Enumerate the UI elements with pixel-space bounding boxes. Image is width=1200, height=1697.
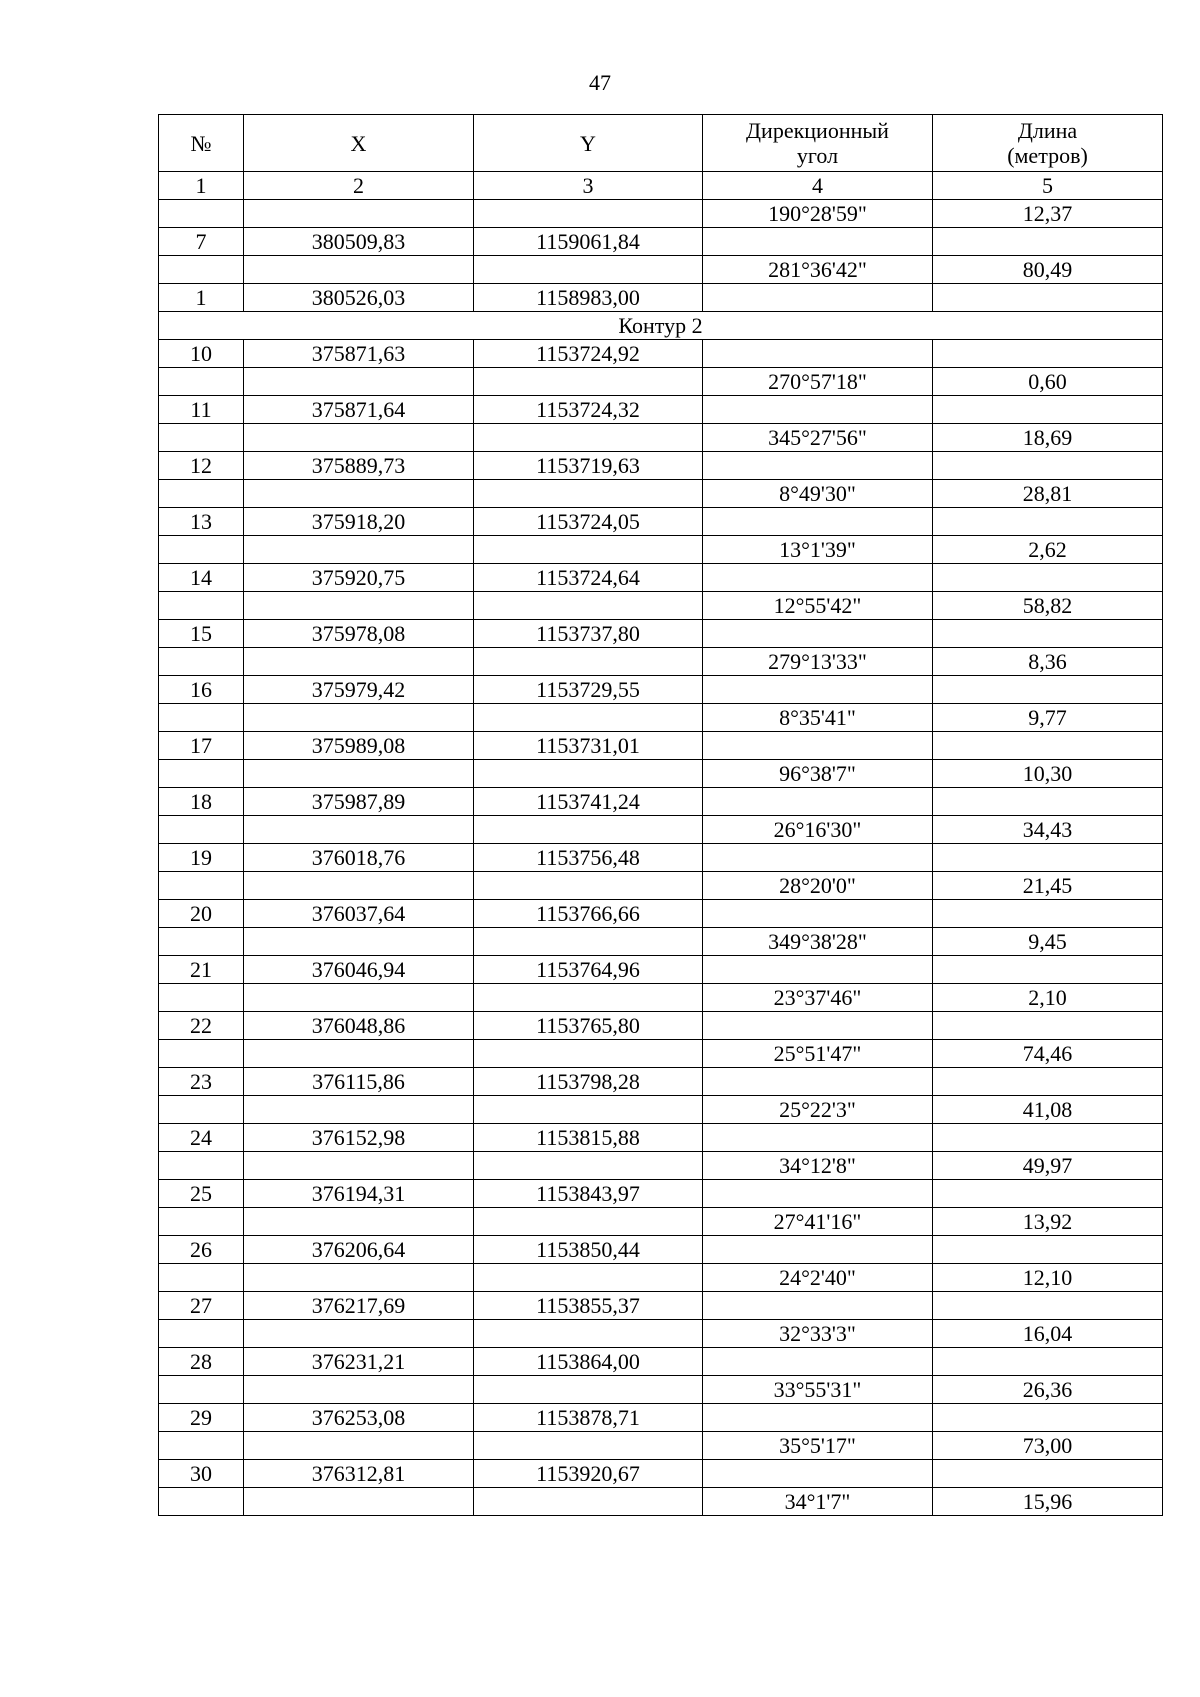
segment-row: [159, 480, 1163, 508]
point-number: 7: [159, 228, 244, 256]
empty-cell: [159, 424, 244, 452]
empty-cell: [933, 1460, 1163, 1488]
coord-y: 1153850,44: [474, 1236, 703, 1264]
coord-y: 1153765,80: [474, 1012, 703, 1040]
empty-cell: [703, 1068, 933, 1096]
direction-angle: 279°13'33": [703, 648, 933, 676]
coord-y: 1153766,66: [474, 900, 703, 928]
empty-cell: [159, 1096, 244, 1124]
coord-y: 1153729,55: [474, 676, 703, 704]
segment-length: 34,43: [933, 816, 1163, 844]
empty-cell: [703, 1292, 933, 1320]
point-row: [159, 1404, 1163, 1432]
empty-cell: [244, 1376, 474, 1404]
empty-cell: [703, 1348, 933, 1376]
empty-cell: [159, 592, 244, 620]
empty-cell: [244, 704, 474, 732]
empty-cell: [933, 396, 1163, 424]
empty-cell: [703, 284, 933, 312]
empty-cell: [703, 732, 933, 760]
point-number: 16: [159, 676, 244, 704]
point-number: 21: [159, 956, 244, 984]
point-number: 15: [159, 620, 244, 648]
coord-x: 376194,31: [244, 1180, 474, 1208]
direction-angle: 28°20'0": [703, 872, 933, 900]
point-number: 28: [159, 1348, 244, 1376]
coord-x: 375989,08: [244, 732, 474, 760]
empty-cell: [474, 200, 703, 228]
empty-cell: [474, 256, 703, 284]
segment-row: [159, 592, 1163, 620]
empty-cell: [474, 536, 703, 564]
coord-x: 376231,21: [244, 1348, 474, 1376]
segment-row: [159, 256, 1163, 284]
empty-cell: [244, 1152, 474, 1180]
empty-cell: [244, 984, 474, 1012]
empty-cell: [474, 1376, 703, 1404]
coordinates-table: [158, 114, 1163, 1516]
empty-cell: [933, 1068, 1163, 1096]
direction-angle: 24°2'40": [703, 1264, 933, 1292]
column-number: 4: [703, 172, 933, 200]
empty-cell: [933, 1292, 1163, 1320]
coord-y: 1153798,28: [474, 1068, 703, 1096]
empty-cell: [244, 648, 474, 676]
point-row: [159, 900, 1163, 928]
header-direction-angle-line2: угол: [796, 143, 839, 168]
empty-cell: [933, 1124, 1163, 1152]
header-x: X: [244, 115, 474, 172]
point-number: 19: [159, 844, 244, 872]
empty-cell: [933, 564, 1163, 592]
empty-cell: [244, 1488, 474, 1516]
coord-y: 1158983,00: [474, 284, 703, 312]
direction-angle: 23°37'46": [703, 984, 933, 1012]
segment-length: 49,97: [933, 1152, 1163, 1180]
direction-angle: 25°51'47": [703, 1040, 933, 1068]
empty-cell: [933, 676, 1163, 704]
direction-angle: 32°33'3": [703, 1320, 933, 1348]
point-row: [159, 1068, 1163, 1096]
header-y: Y: [474, 115, 703, 172]
empty-cell: [703, 676, 933, 704]
empty-cell: [159, 928, 244, 956]
empty-cell: [474, 592, 703, 620]
coord-x: 380509,83: [244, 228, 474, 256]
point-number: 26: [159, 1236, 244, 1264]
point-number: 12: [159, 452, 244, 480]
coord-y: 1153724,32: [474, 396, 703, 424]
segment-length: 80,49: [933, 256, 1163, 284]
segment-row: [159, 816, 1163, 844]
coord-x: 375920,75: [244, 564, 474, 592]
empty-cell: [703, 564, 933, 592]
column-numbers-row: [159, 172, 1163, 200]
point-row: [159, 1292, 1163, 1320]
empty-cell: [244, 200, 474, 228]
empty-cell: [244, 256, 474, 284]
segment-row: [159, 1208, 1163, 1236]
segment-length: 2,10: [933, 984, 1163, 1012]
segment-length: 18,69: [933, 424, 1163, 452]
point-number: 24: [159, 1124, 244, 1152]
point-number: 1: [159, 284, 244, 312]
empty-cell: [159, 872, 244, 900]
header-length-line2: (метров): [1007, 143, 1088, 168]
empty-cell: [474, 872, 703, 900]
empty-cell: [244, 1208, 474, 1236]
header-direction-angle: [703, 115, 933, 172]
empty-cell: [244, 928, 474, 956]
segment-row: [159, 984, 1163, 1012]
direction-angle: 96°38'7": [703, 760, 933, 788]
coord-x: 375889,73: [244, 452, 474, 480]
segment-length: 12,10: [933, 1264, 1163, 1292]
segment-length: 21,45: [933, 872, 1163, 900]
empty-cell: [703, 340, 933, 368]
direction-angle: 25°22'3": [703, 1096, 933, 1124]
point-row: [159, 396, 1163, 424]
empty-cell: [159, 984, 244, 1012]
coord-x: 376206,64: [244, 1236, 474, 1264]
direction-angle: 190°28'59": [703, 200, 933, 228]
segment-length: 9,77: [933, 704, 1163, 732]
empty-cell: [159, 1432, 244, 1460]
header-direction-angle-line1: Дирекционный: [746, 118, 889, 143]
direction-angle: 345°27'56": [703, 424, 933, 452]
empty-cell: [703, 396, 933, 424]
column-number: 3: [474, 172, 703, 200]
segment-row: [159, 1320, 1163, 1348]
point-number: 27: [159, 1292, 244, 1320]
empty-cell: [703, 228, 933, 256]
section-row: [159, 312, 1163, 340]
segment-row: [159, 200, 1163, 228]
coord-x: 380526,03: [244, 284, 474, 312]
segment-row: [159, 704, 1163, 732]
segment-length: 58,82: [933, 592, 1163, 620]
coord-y: 1153920,67: [474, 1460, 703, 1488]
coord-y: 1153764,96: [474, 956, 703, 984]
empty-cell: [244, 536, 474, 564]
empty-cell: [933, 788, 1163, 816]
segment-length: 2,62: [933, 536, 1163, 564]
empty-cell: [244, 1096, 474, 1124]
column-number: 1: [159, 172, 244, 200]
empty-cell: [703, 844, 933, 872]
empty-cell: [474, 704, 703, 732]
empty-cell: [159, 816, 244, 844]
coord-x: 375987,89: [244, 788, 474, 816]
segment-length: 8,36: [933, 648, 1163, 676]
header-length: [933, 115, 1163, 172]
point-row: [159, 1236, 1163, 1264]
coord-y: 1153741,24: [474, 788, 703, 816]
direction-angle: 8°49'30": [703, 480, 933, 508]
empty-cell: [159, 200, 244, 228]
empty-cell: [159, 1376, 244, 1404]
point-row: [159, 732, 1163, 760]
segment-length: 28,81: [933, 480, 1163, 508]
header-number: №: [159, 115, 244, 172]
empty-cell: [474, 1264, 703, 1292]
coord-y: 1153731,01: [474, 732, 703, 760]
empty-cell: [703, 1404, 933, 1432]
coord-y: 1153855,37: [474, 1292, 703, 1320]
empty-cell: [159, 1208, 244, 1236]
segment-row: [159, 1376, 1163, 1404]
empty-cell: [474, 1208, 703, 1236]
segment-row: [159, 368, 1163, 396]
segment-length: 13,92: [933, 1208, 1163, 1236]
point-row: [159, 228, 1163, 256]
point-row: [159, 1124, 1163, 1152]
direction-angle: 27°41'16": [703, 1208, 933, 1236]
point-row: [159, 620, 1163, 648]
empty-cell: [159, 1488, 244, 1516]
empty-cell: [159, 256, 244, 284]
header-length-line1: Длина: [1017, 118, 1078, 143]
point-row: [159, 1012, 1163, 1040]
direction-angle: 270°57'18": [703, 368, 933, 396]
empty-cell: [159, 648, 244, 676]
point-number: 17: [159, 732, 244, 760]
empty-cell: [159, 1152, 244, 1180]
empty-cell: [703, 1124, 933, 1152]
empty-cell: [159, 1040, 244, 1068]
segment-row: [159, 928, 1163, 956]
empty-cell: [474, 816, 703, 844]
empty-cell: [933, 228, 1163, 256]
coord-x: 376115,86: [244, 1068, 474, 1096]
coord-x: 376312,81: [244, 1460, 474, 1488]
point-number: 11: [159, 396, 244, 424]
segment-row: [159, 1040, 1163, 1068]
empty-cell: [703, 1012, 933, 1040]
direction-angle: 349°38'28": [703, 928, 933, 956]
empty-cell: [244, 1264, 474, 1292]
point-number: 10: [159, 340, 244, 368]
empty-cell: [474, 760, 703, 788]
segment-length: 41,08: [933, 1096, 1163, 1124]
segment-length: 26,36: [933, 1376, 1163, 1404]
empty-cell: [933, 340, 1163, 368]
point-number: 25: [159, 1180, 244, 1208]
point-row: [159, 1348, 1163, 1376]
point-number: 18: [159, 788, 244, 816]
segment-row: [159, 424, 1163, 452]
empty-cell: [933, 956, 1163, 984]
direction-angle: 34°12'8": [703, 1152, 933, 1180]
coord-x: 375978,08: [244, 620, 474, 648]
empty-cell: [933, 452, 1163, 480]
coord-y: 1153815,88: [474, 1124, 703, 1152]
coord-x: 376037,64: [244, 900, 474, 928]
coord-y: 1153724,92: [474, 340, 703, 368]
empty-cell: [703, 620, 933, 648]
empty-cell: [703, 956, 933, 984]
empty-cell: [244, 1320, 474, 1348]
empty-cell: [933, 284, 1163, 312]
direction-angle: 8°35'41": [703, 704, 933, 732]
point-row: [159, 844, 1163, 872]
coord-y: 1159061,84: [474, 228, 703, 256]
empty-cell: [159, 1264, 244, 1292]
coord-y: 1153719,63: [474, 452, 703, 480]
point-number: 29: [159, 1404, 244, 1432]
segment-row: [159, 1096, 1163, 1124]
empty-cell: [703, 900, 933, 928]
empty-cell: [474, 1488, 703, 1516]
segment-row: [159, 760, 1163, 788]
point-row: [159, 1180, 1163, 1208]
point-row: [159, 284, 1163, 312]
segment-row: [159, 536, 1163, 564]
point-number: 20: [159, 900, 244, 928]
segment-row: [159, 1432, 1163, 1460]
coord-x: 375918,20: [244, 508, 474, 536]
empty-cell: [933, 1236, 1163, 1264]
point-number: 22: [159, 1012, 244, 1040]
section-label: Контур 2: [159, 312, 1163, 340]
point-row: [159, 676, 1163, 704]
empty-cell: [474, 1320, 703, 1348]
segment-row: [159, 648, 1163, 676]
page-number: 47: [589, 70, 611, 95]
empty-cell: [703, 1236, 933, 1264]
empty-cell: [244, 816, 474, 844]
empty-cell: [474, 648, 703, 676]
segment-row: [159, 1152, 1163, 1180]
empty-cell: [244, 872, 474, 900]
empty-cell: [474, 984, 703, 1012]
coord-y: 1153756,48: [474, 844, 703, 872]
segment-row: [159, 872, 1163, 900]
empty-cell: [474, 1096, 703, 1124]
direction-angle: 281°36'42": [703, 256, 933, 284]
point-row: [159, 508, 1163, 536]
table-header-row: [159, 115, 1163, 172]
empty-cell: [244, 592, 474, 620]
empty-cell: [474, 480, 703, 508]
segment-row: [159, 1264, 1163, 1292]
segment-length: 74,46: [933, 1040, 1163, 1068]
segment-length: 12,37: [933, 200, 1163, 228]
point-number: 30: [159, 1460, 244, 1488]
empty-cell: [474, 424, 703, 452]
empty-cell: [933, 1012, 1163, 1040]
empty-cell: [703, 788, 933, 816]
segment-length: 15,96: [933, 1488, 1163, 1516]
empty-cell: [933, 620, 1163, 648]
empty-cell: [933, 1404, 1163, 1432]
coord-y: 1153724,64: [474, 564, 703, 592]
segment-length: 10,30: [933, 760, 1163, 788]
point-number: 13: [159, 508, 244, 536]
empty-cell: [933, 508, 1163, 536]
empty-cell: [933, 1180, 1163, 1208]
direction-angle: 26°16'30": [703, 816, 933, 844]
direction-angle: 35°5'17": [703, 1432, 933, 1460]
empty-cell: [159, 704, 244, 732]
coord-y: 1153878,71: [474, 1404, 703, 1432]
empty-cell: [933, 900, 1163, 928]
segment-length: 9,45: [933, 928, 1163, 956]
empty-cell: [244, 1432, 474, 1460]
empty-cell: [474, 1432, 703, 1460]
empty-cell: [159, 536, 244, 564]
direction-angle: 33°55'31": [703, 1376, 933, 1404]
point-row: [159, 788, 1163, 816]
coord-y: 1153737,80: [474, 620, 703, 648]
point-row: [159, 1460, 1163, 1488]
coord-x: 376217,69: [244, 1292, 474, 1320]
empty-cell: [474, 928, 703, 956]
empty-cell: [159, 368, 244, 396]
empty-cell: [159, 760, 244, 788]
direction-angle: 13°1'39": [703, 536, 933, 564]
point-number: 23: [159, 1068, 244, 1096]
empty-cell: [244, 424, 474, 452]
empty-cell: [703, 1460, 933, 1488]
empty-cell: [703, 508, 933, 536]
empty-cell: [703, 452, 933, 480]
point-row: [159, 564, 1163, 592]
point-row: [159, 452, 1163, 480]
empty-cell: [474, 368, 703, 396]
coord-x: 375871,64: [244, 396, 474, 424]
coord-y: 1153864,00: [474, 1348, 703, 1376]
coord-x: 376046,94: [244, 956, 474, 984]
empty-cell: [474, 1040, 703, 1068]
segment-row: [159, 1488, 1163, 1516]
coord-y: 1153724,05: [474, 508, 703, 536]
point-row: [159, 956, 1163, 984]
empty-cell: [933, 732, 1163, 760]
empty-cell: [474, 1152, 703, 1180]
empty-cell: [244, 368, 474, 396]
coord-x: 376018,76: [244, 844, 474, 872]
column-number: 5: [933, 172, 1163, 200]
direction-angle: 34°1'7": [703, 1488, 933, 1516]
empty-cell: [159, 1320, 244, 1348]
coord-y: 1153843,97: [474, 1180, 703, 1208]
coord-x: 376152,98: [244, 1124, 474, 1152]
coord-x: 376048,86: [244, 1012, 474, 1040]
coord-x: 375979,42: [244, 676, 474, 704]
coord-x: 375871,63: [244, 340, 474, 368]
point-row: [159, 340, 1163, 368]
empty-cell: [244, 1040, 474, 1068]
point-number: 14: [159, 564, 244, 592]
empty-cell: [244, 760, 474, 788]
segment-length: 73,00: [933, 1432, 1163, 1460]
empty-cell: [703, 1180, 933, 1208]
empty-cell: [933, 1348, 1163, 1376]
coord-x: 376253,08: [244, 1404, 474, 1432]
direction-angle: 12°55'42": [703, 592, 933, 620]
empty-cell: [159, 480, 244, 508]
empty-cell: [933, 844, 1163, 872]
segment-length: 16,04: [933, 1320, 1163, 1348]
segment-length: 0,60: [933, 368, 1163, 396]
empty-cell: [244, 480, 474, 508]
column-number: 2: [244, 172, 474, 200]
table-body: [159, 200, 1163, 1516]
